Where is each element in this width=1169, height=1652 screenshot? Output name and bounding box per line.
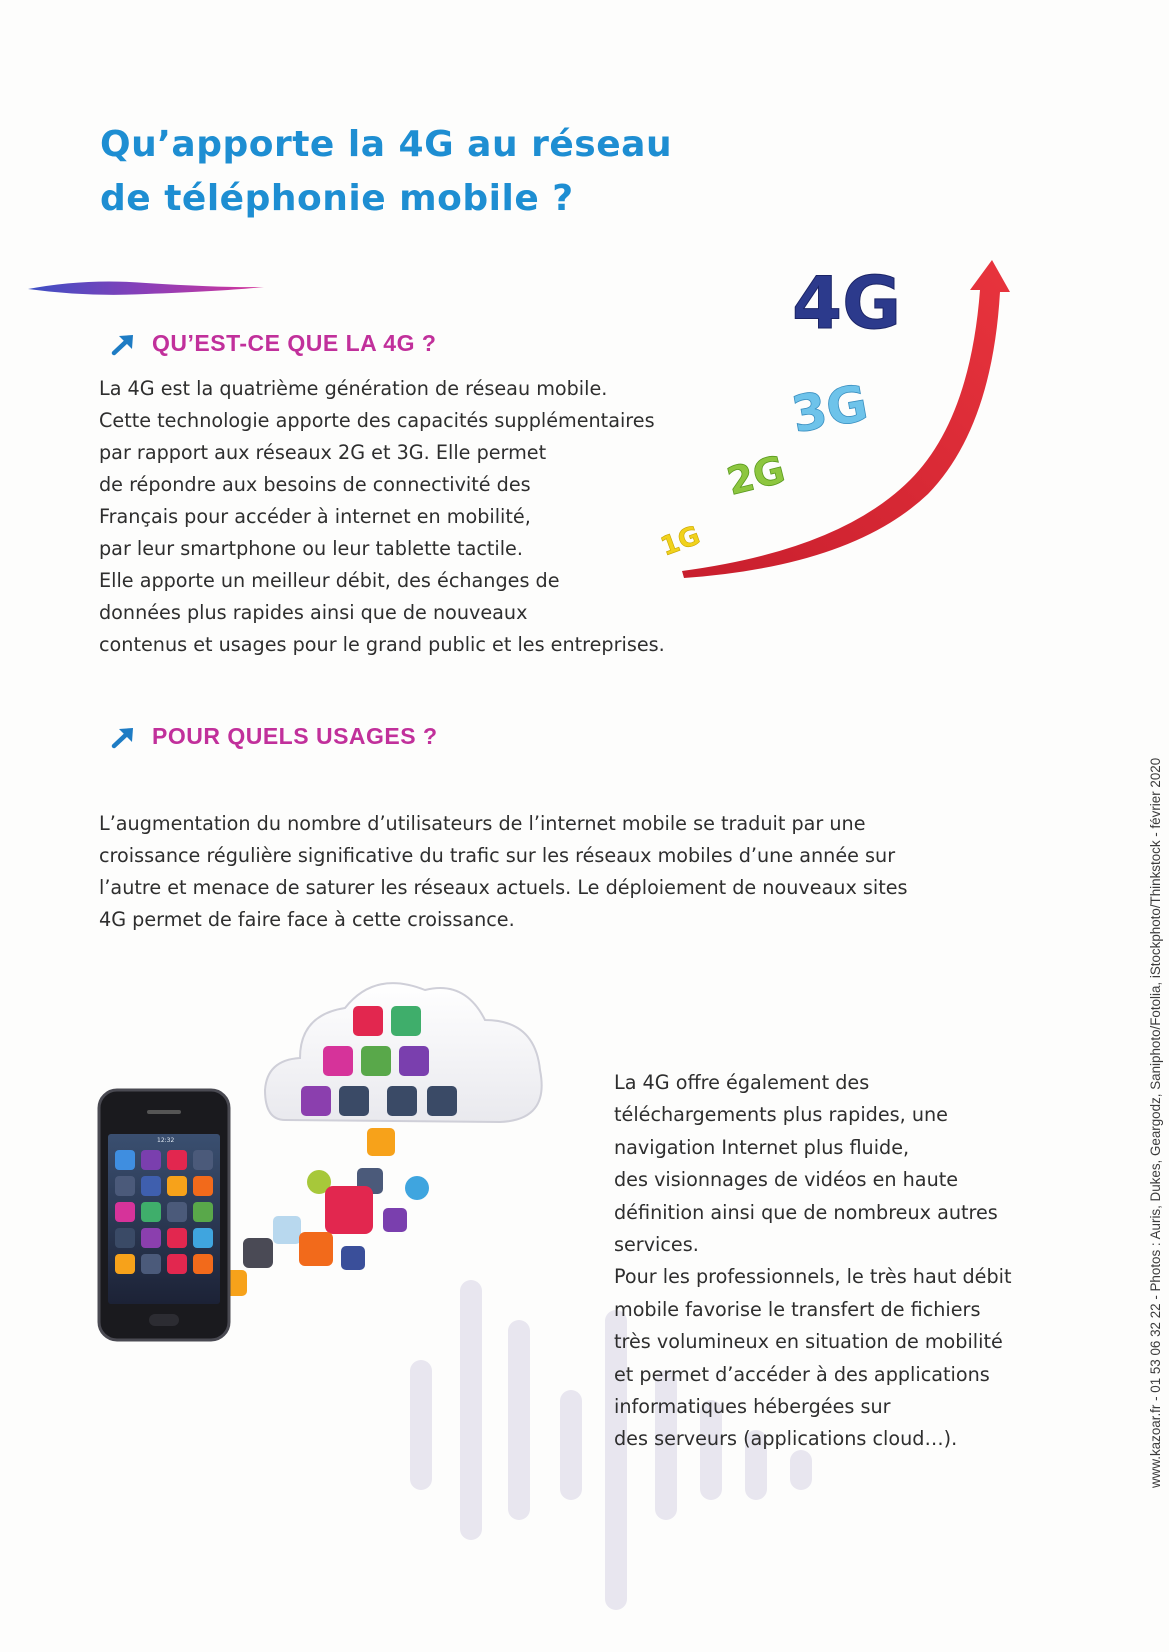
section2-paragraph — [99, 808, 908, 936]
section-heading-label: QU’EST-CE QUE LA 4G ? — [152, 330, 437, 356]
text-line: téléchargements plus rapides, une — [614, 1103, 948, 1127]
text-line: de répondre aux besoins de connectivité des — [99, 473, 531, 496]
text-line: par rapport aux réseaux 2G et 3G. Elle permet — [99, 441, 547, 464]
title-swoosh-decoration — [26, 280, 266, 298]
text-line: Elle apporte un meilleur débit, des échanges de — [99, 569, 560, 592]
text-line: informatiques hébergées sur — [614, 1395, 891, 1419]
section3-paragraph — [614, 1067, 1012, 1456]
phone-cloud-illustration — [95, 970, 565, 1430]
text-line: La 4G offre également des — [614, 1071, 870, 1094]
text-line: l’autre et menace de saturer les réseaux actuels. Le déploiement de nouveaux sites — [99, 876, 908, 899]
phone-status-time: 12:32 — [157, 1137, 175, 1144]
text-line: données plus rapides ainsi que de nouveaux — [99, 601, 528, 624]
page-title — [100, 118, 740, 226]
section-heading-usages — [110, 723, 438, 750]
text-line: navigation Internet plus fluide, — [614, 1135, 910, 1159]
section1-paragraph — [99, 373, 665, 661]
text-line: services. — [614, 1233, 699, 1257]
text-line: L’augmentation du nombre d’utilisateurs de l’internet mobile se traduit par une — [99, 812, 866, 835]
arrow-up-right-icon — [110, 725, 138, 749]
section-heading-label: POUR QUELS USAGES ? — [152, 723, 438, 749]
generation-2g-label: 2G — [722, 447, 790, 504]
text-line: contenus et usages pour le grand public et les entreprises. — [99, 633, 665, 656]
text-line: très volumineux en situation de mobilité — [614, 1330, 1003, 1354]
text-line: Français pour accéder à internet en mobilité, — [99, 505, 531, 528]
text-line: 4G permet de faire face à cette croissance. — [99, 908, 515, 931]
photo-credit: www.kazoar.fr - 01 53 06 32 22 - Photos : Auris, Dukes, Geargodz, Saniphoto/Fotolia, iStockphoto/Thinkstock - février 2020 — [1148, 757, 1163, 1488]
text-line: définition ainsi que de nombreux autres — [614, 1200, 998, 1224]
text-line: Cette technologie apporte des capacités supplémentaires — [99, 409, 655, 432]
generation-4g-label: 4G — [792, 261, 902, 345]
title-line-1: Qu’apporte la 4G au réseau — [100, 124, 673, 165]
text-line: des serveurs (applications cloud…). — [614, 1427, 958, 1451]
generation-3g-label: 3G — [787, 373, 873, 445]
flying-app-icons — [221, 1128, 429, 1296]
text-line: Pour les professionnels, le très haut débit — [614, 1265, 1012, 1289]
text-line: par leur smartphone ou leur tablette tactile. — [99, 537, 523, 560]
network-generations-graphic — [656, 250, 1070, 580]
text-line: croissance régulière significative du trafic sur les réseaux mobiles d’une année sur — [99, 844, 896, 867]
arrow-up-right-icon — [110, 332, 138, 356]
text-line: et permet d’accéder à des applications — [614, 1362, 990, 1386]
generation-1g-label: 1G — [656, 520, 705, 563]
text-line: des visionnages de vidéos en haute — [614, 1168, 959, 1192]
section-heading-what-is-4g — [110, 330, 436, 357]
text-line: La 4G est la quatrième génération de réseau mobile. — [99, 377, 608, 400]
title-line-2: de téléphonie mobile ? — [100, 178, 574, 219]
text-line: mobile favorise le transfert de fichiers — [614, 1297, 981, 1321]
